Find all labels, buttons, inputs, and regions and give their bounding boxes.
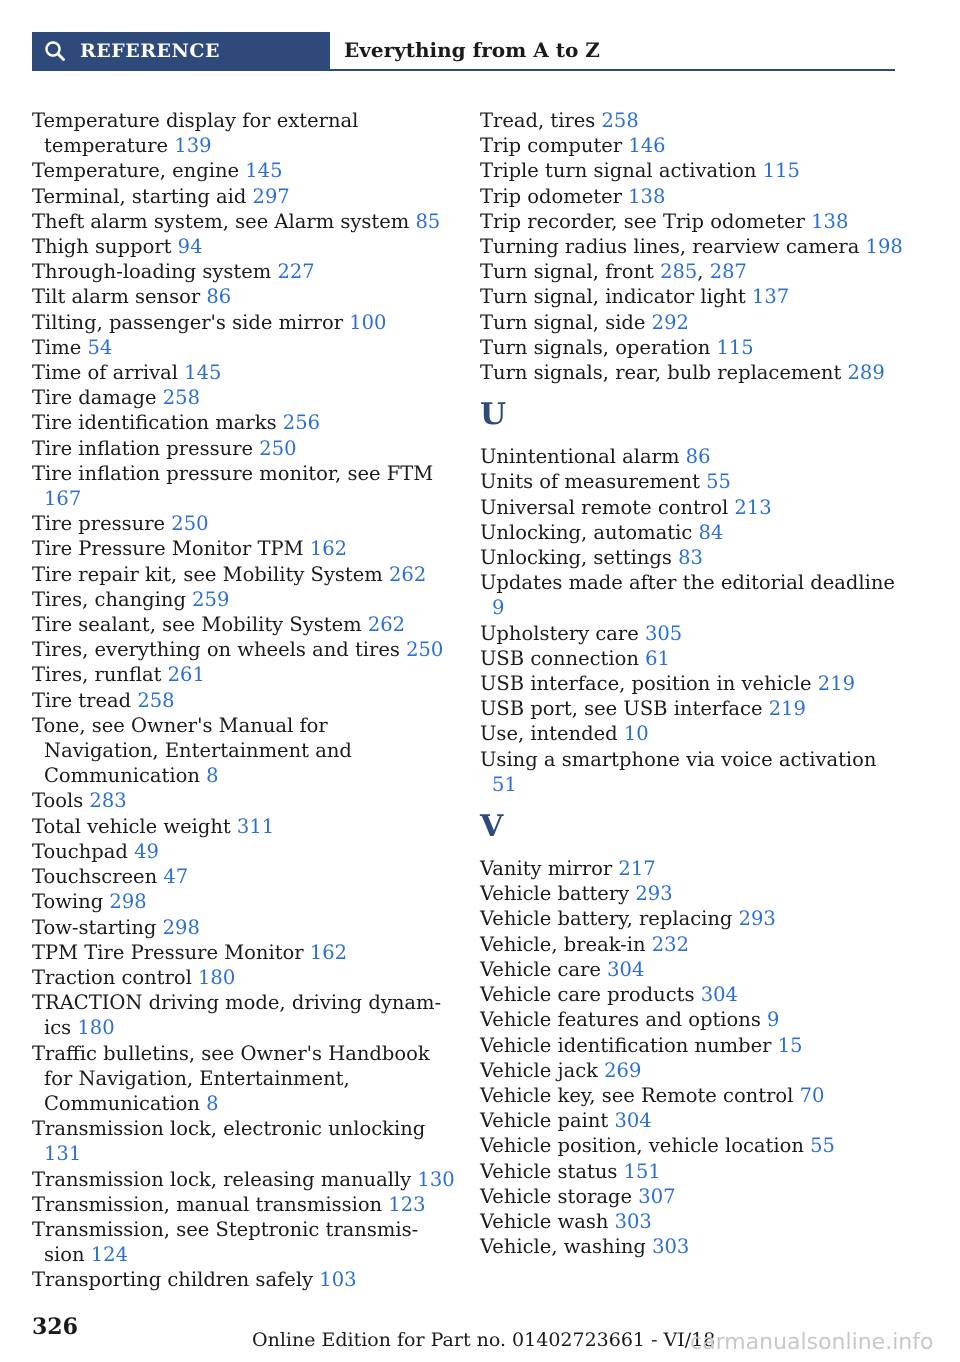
- index-term: USB connection: [480, 646, 646, 670]
- index-group-v: [480, 856, 900, 1259]
- page-reference-link[interactable]: 8: [206, 1091, 219, 1115]
- page-reference-link[interactable]: 259: [192, 587, 230, 611]
- index-term: Triple turn signal activation: [480, 159, 763, 183]
- index-entry: [32, 1217, 444, 1267]
- page-reference-link[interactable]: 262: [389, 562, 427, 586]
- search-icon: [44, 40, 66, 62]
- index-entry: [32, 436, 444, 461]
- page-reference-link[interactable]: 250: [259, 436, 297, 460]
- index-term: Vehicle, washing: [480, 1235, 653, 1259]
- page-reference-link[interactable]: 124: [90, 1243, 128, 1267]
- page-reference-link[interactable]: 289: [847, 361, 885, 385]
- index-term: Tow-starting: [32, 915, 163, 939]
- page-number: 326: [32, 1314, 78, 1340]
- index-term: TRACTION driving mode, driving dynamics: [32, 991, 442, 1040]
- index-entry: [480, 335, 900, 360]
- index-column-left: [32, 108, 455, 1293]
- index-entry: [32, 637, 444, 662]
- index-term: Tire damage: [32, 386, 163, 410]
- index-entry: [32, 662, 444, 687]
- page-reference-link[interactable]: 298: [109, 890, 147, 914]
- index-entry: [480, 721, 900, 746]
- index-term: Tire identification marks: [32, 411, 283, 435]
- index-term: Trip odometer: [480, 184, 629, 208]
- index-term: Tire inflation pressure: [32, 436, 260, 460]
- index-entry: [480, 906, 900, 931]
- index-term: Time of arrival: [32, 361, 185, 385]
- page-reference-link[interactable]: 70: [799, 1083, 825, 1107]
- page-reference-link[interactable]: 86: [685, 445, 711, 469]
- index-term: Unlocking, settings: [480, 546, 679, 570]
- page-header: [32, 32, 895, 71]
- index-term: Tilting, passenger's side mirror: [32, 310, 350, 334]
- index-term: Upholstery care: [480, 621, 645, 645]
- index-entry: [32, 360, 444, 385]
- page-reference-link[interactable]: 227: [277, 260, 315, 284]
- index-term: Tire inflation pressure monitor, see FTM: [32, 461, 434, 485]
- page-reference-link[interactable]: 138: [811, 209, 849, 233]
- index-term: Universal remote control: [480, 495, 735, 519]
- index-entry: [480, 133, 900, 158]
- index-entry: [32, 335, 444, 360]
- page-reference-link[interactable]: 8: [206, 764, 219, 788]
- page-reference-link[interactable]: 283: [89, 789, 127, 813]
- letter-heading-u: U: [480, 397, 507, 433]
- index-entry: [480, 621, 900, 646]
- page-reference-link[interactable]: 51: [492, 772, 517, 796]
- index-term: Tools: [32, 789, 90, 813]
- index-term: Vehicle jack: [480, 1058, 605, 1082]
- index-term: Vehicle features and options: [480, 1008, 768, 1032]
- index-entry: [480, 646, 900, 671]
- index-term: Vehicle key, see Remote control: [480, 1083, 800, 1107]
- index-entry: Turn signal, front 285, 287: [480, 260, 747, 284]
- index-entry: [32, 713, 444, 789]
- page-reference-link[interactable]: 285: [660, 260, 698, 284]
- index-entry: [32, 1192, 444, 1217]
- index-term: Tire sealant, see Mobility System: [32, 613, 368, 637]
- page-reference-link[interactable]: 232: [651, 932, 689, 956]
- page-reference-link[interactable]: 180: [198, 965, 236, 989]
- page-reference-link[interactable]: 162: [309, 537, 348, 561]
- index-term: Units of measurement: [480, 470, 707, 494]
- page-reference-link[interactable]: 167: [44, 487, 82, 511]
- page-reference-link[interactable]: 130: [417, 1167, 455, 1191]
- index-entry: [32, 940, 444, 965]
- index-term: Updates made after the editorial deadline: [480, 571, 895, 595]
- page-reference-link[interactable]: 304: [614, 1109, 652, 1133]
- letter-heading-v: V: [480, 809, 504, 845]
- index-term: Transmission lock, electronic unlocking: [32, 1117, 426, 1141]
- page-reference-link[interactable]: 180: [77, 1016, 115, 1040]
- index-entry: [480, 1133, 900, 1158]
- index-term: Tilt alarm sensor: [32, 285, 207, 309]
- index-term: Turn signal, indicator light: [480, 285, 752, 309]
- index-term: TPM Tire Pressure Monitor: [32, 940, 310, 964]
- index-term: Vehicle battery, replacing: [480, 907, 739, 931]
- index-entry: [32, 234, 444, 259]
- page-reference-link[interactable]: 250: [406, 638, 444, 662]
- index-term: Through-loading system: [32, 260, 278, 284]
- page-reference-link[interactable]: 198: [865, 235, 903, 259]
- page-reference-link[interactable]: 269: [604, 1058, 642, 1082]
- index-entry: [32, 1267, 444, 1292]
- page-reference-link[interactable]: 219: [817, 672, 856, 696]
- index-term: Use, intended: [480, 722, 624, 746]
- index-term: Unlocking, automatic: [480, 520, 699, 544]
- index-term: Tone, see Owner's Manual for Navigation, Entertainment and Communication: [32, 713, 352, 788]
- page-reference-link[interactable]: 100: [349, 310, 387, 334]
- page-reference-link[interactable]: 10: [623, 722, 649, 746]
- page-reference-link[interactable]: 261: [167, 663, 205, 687]
- index-term: Traffic bulletins, see Owner's Handbook for Navigation, Entertainment, Communication: [32, 1041, 430, 1115]
- index-group-t: [480, 108, 903, 385]
- index-term: Thigh support: [32, 235, 178, 259]
- index-entry: [480, 234, 903, 259]
- index-entry: [32, 814, 444, 839]
- page-reference-link[interactable]: 258: [137, 688, 175, 712]
- page-reference-link[interactable]: 15: [777, 1033, 803, 1057]
- index-term: Traction control: [32, 965, 198, 989]
- page-reference-link[interactable]: 55: [706, 470, 731, 494]
- index-entry: [480, 570, 900, 620]
- page-reference-link[interactable]: 9: [767, 1008, 780, 1032]
- index-entry: [32, 915, 444, 940]
- index-term: Transmission lock, releasing manually: [32, 1167, 418, 1191]
- page-reference-link[interactable]: 9: [492, 596, 505, 620]
- index-term: Vehicle care products: [480, 983, 701, 1007]
- index-entry: [480, 696, 900, 721]
- index-entry: [480, 1209, 900, 1234]
- page-reference-link[interactable]: 47: [163, 865, 189, 889]
- index-term: Terminal, starting aid: [32, 184, 253, 208]
- index-entry: [32, 688, 444, 713]
- page-reference-link[interactable]: 217: [618, 857, 656, 881]
- index-entry: [32, 1167, 455, 1192]
- index-entry: [480, 671, 900, 696]
- page-reference-link[interactable]: 103: [319, 1268, 357, 1292]
- index-entry: [480, 1058, 900, 1083]
- index-entry: [480, 1007, 900, 1032]
- index-term: Vehicle wash: [480, 1209, 615, 1233]
- index-entry: [32, 410, 444, 435]
- page-reference-link[interactable]: 304: [607, 957, 645, 981]
- index-entry: [32, 864, 444, 889]
- page-reference-link[interactable]: 293: [738, 907, 776, 931]
- page-reference-link[interactable]: 83: [678, 546, 703, 570]
- page-reference-link[interactable]: 256: [282, 411, 321, 435]
- index-entry: [480, 360, 900, 385]
- page-reference-link[interactable]: 262: [367, 613, 406, 637]
- page-reference-link[interactable]: 146: [628, 134, 666, 158]
- page-reference-link[interactable]: 287: [709, 260, 747, 284]
- page-reference-link[interactable]: 49: [134, 839, 159, 863]
- index-term: Vanity mirror: [480, 857, 619, 881]
- page-reference-link[interactable]: 86: [206, 285, 232, 309]
- page-reference-link[interactable]: 137: [751, 285, 790, 309]
- index-entry: [480, 1108, 900, 1133]
- index-term: Touchpad: [32, 839, 135, 863]
- page-reference-link[interactable]: 305: [644, 621, 683, 645]
- index-entry: [480, 158, 900, 183]
- index-entry: [32, 788, 444, 813]
- index-term: Tires, everything on wheels and tires: [32, 638, 407, 662]
- index-term: Trip computer: [480, 134, 629, 158]
- index-term: Theft alarm system, see Alarm system: [32, 209, 416, 233]
- page-reference-link[interactable]: 298: [162, 915, 200, 939]
- page-reference-link[interactable]: 258: [601, 109, 639, 132]
- page-reference-link[interactable]: 61: [645, 646, 670, 670]
- page-reference-link[interactable]: 138: [628, 184, 666, 208]
- page-reference-link[interactable]: 297: [252, 184, 290, 208]
- index-term: Tire tread: [32, 688, 138, 712]
- index-entry: [32, 990, 444, 1040]
- index-term: Tires, changing: [32, 587, 193, 611]
- index-entry: [32, 1041, 444, 1117]
- page-reference-link[interactable]: 94: [177, 235, 203, 259]
- page-reference-link[interactable]: 162: [309, 940, 348, 964]
- page-reference-link[interactable]: 145: [184, 361, 222, 385]
- index-term: Transmission, see Steptronic transmission: [32, 1217, 419, 1267]
- edition-note: Online Edition for Part no. 01402723661 - VI/18: [252, 1329, 716, 1351]
- index-entry: [32, 587, 444, 612]
- page-reference-link[interactable]: 115: [762, 159, 800, 183]
- index-term: Using a smartphone via voice activation: [480, 747, 877, 771]
- index-entry: [480, 495, 900, 520]
- index-entry: [480, 209, 900, 234]
- page-reference-link[interactable]: 292: [651, 310, 689, 334]
- index-term: Turn signals, rear, bulb replacement: [480, 361, 848, 385]
- page-reference-link[interactable]: 311: [236, 814, 275, 838]
- index-entry: [32, 1116, 444, 1166]
- index-term: Turn signal, side: [480, 310, 652, 334]
- section-tab: [32, 32, 330, 69]
- index-term: Tire repair kit, see Mobility System: [32, 562, 389, 586]
- index-term: Transmission, manual transmission: [32, 1192, 389, 1216]
- index-entry: [480, 881, 900, 906]
- index-term: Trip recorder, see Trip odometer: [480, 209, 812, 233]
- index-entry: [32, 889, 444, 914]
- index-entry: [32, 839, 444, 864]
- index-entry: [480, 957, 900, 982]
- index-entry: [32, 511, 444, 536]
- page-reference-link[interactable]: 250: [171, 512, 209, 536]
- index-entry: [32, 158, 444, 183]
- index-entry: [480, 545, 900, 570]
- index-term: Transporting children safely: [32, 1268, 320, 1292]
- index-term: Tire pressure: [32, 512, 172, 536]
- watermark: carmanualsonline.info: [690, 1330, 934, 1355]
- index-term: Tread, tires: [480, 109, 602, 132]
- index-entry: [32, 310, 444, 335]
- index-entry: [32, 612, 444, 637]
- page-reference-link[interactable]: 85: [415, 209, 441, 233]
- index-entry: [480, 520, 900, 545]
- index-term: Turn signal, front: [480, 260, 661, 284]
- section-label: REFERENCE: [80, 39, 220, 62]
- page-reference-link[interactable]: 54: [87, 335, 113, 359]
- page-reference-link[interactable]: 303: [652, 1235, 690, 1259]
- index-entry: [480, 284, 900, 309]
- page-reference-link[interactable]: 131: [44, 1142, 82, 1166]
- index-entry: [480, 1033, 900, 1058]
- index-entry: [480, 747, 900, 797]
- index-entry: [32, 108, 444, 158]
- index-entry: [480, 1159, 900, 1184]
- index-term: Temperature, engine: [32, 159, 246, 183]
- index-term: Unintentional alarm: [480, 445, 686, 469]
- index-term: Vehicle paint: [480, 1109, 615, 1133]
- index-entry: [480, 184, 900, 209]
- index-term: Vehicle identification number: [480, 1033, 778, 1057]
- index-term: USB interface, position in vehicle: [480, 672, 818, 696]
- chapter-title: Everything from A to Z: [344, 38, 600, 62]
- index-entry: [32, 965, 444, 990]
- page-reference-link[interactable]: 304: [700, 983, 738, 1007]
- page-reference-link[interactable]: 303: [614, 1209, 652, 1233]
- index-entry: [480, 932, 900, 957]
- index-term: Towing: [32, 890, 110, 914]
- page-reference-link[interactable]: 151: [623, 1159, 661, 1183]
- index-term: Turning radius lines, rearview camera: [480, 235, 866, 259]
- index-entry: [32, 284, 444, 309]
- index-entry: [480, 310, 900, 335]
- index-entry: [32, 209, 444, 234]
- index-term: Time: [32, 335, 88, 359]
- page-reference-link[interactable]: 115: [716, 335, 754, 359]
- index-term: Touchscreen: [32, 865, 164, 889]
- index-entry: [480, 108, 900, 133]
- index-entry: [32, 184, 444, 209]
- page-reference-link[interactable]: 219: [768, 697, 806, 721]
- page-reference-link[interactable]: 84: [698, 520, 724, 544]
- index-term: Tire Pressure Monitor TPM: [32, 537, 310, 561]
- index-term: Tires, runflat: [32, 663, 168, 687]
- page-reference-link[interactable]: 55: [810, 1134, 835, 1158]
- page-reference-link[interactable]: 258: [162, 386, 200, 410]
- index-term: Temperature display for external temperature: [32, 109, 359, 158]
- index-entry: [480, 1083, 900, 1108]
- index-column-right: [480, 108, 903, 1259]
- index-entry: [32, 385, 444, 410]
- index-term: Total vehicle weight: [32, 814, 237, 838]
- page-reference-link[interactable]: 307: [638, 1184, 676, 1208]
- index-entry: [32, 536, 444, 561]
- index-entry: [32, 259, 444, 284]
- index-term: Turn signals, operation: [480, 335, 717, 359]
- index-entry: [480, 1234, 900, 1259]
- page-reference-link[interactable]: 123: [388, 1192, 426, 1216]
- index-term: Vehicle, break-in: [480, 932, 652, 956]
- index-term: Vehicle storage: [480, 1184, 639, 1208]
- index-entry: [480, 1184, 900, 1209]
- index-term: Vehicle status: [480, 1159, 624, 1183]
- index-term: Vehicle position, vehicle location: [480, 1134, 811, 1158]
- index-term: Vehicle care: [480, 957, 608, 981]
- index-group-u: [480, 444, 900, 797]
- page-reference-link[interactable]: 293: [635, 882, 673, 906]
- page-reference-link[interactable]: 145: [245, 159, 283, 183]
- page-reference-link[interactable]: 139: [174, 134, 212, 158]
- index-term: Vehicle battery: [480, 882, 636, 906]
- index-entry: [32, 562, 444, 587]
- index-entry: [480, 444, 900, 469]
- index-entry: [480, 982, 900, 1007]
- page-reference-link[interactable]: 213: [734, 495, 772, 519]
- index-entry: [32, 461, 444, 511]
- index-entry: [480, 856, 900, 881]
- index-term: USB port, see USB interface: [480, 697, 769, 721]
- index-entry: [480, 469, 900, 494]
